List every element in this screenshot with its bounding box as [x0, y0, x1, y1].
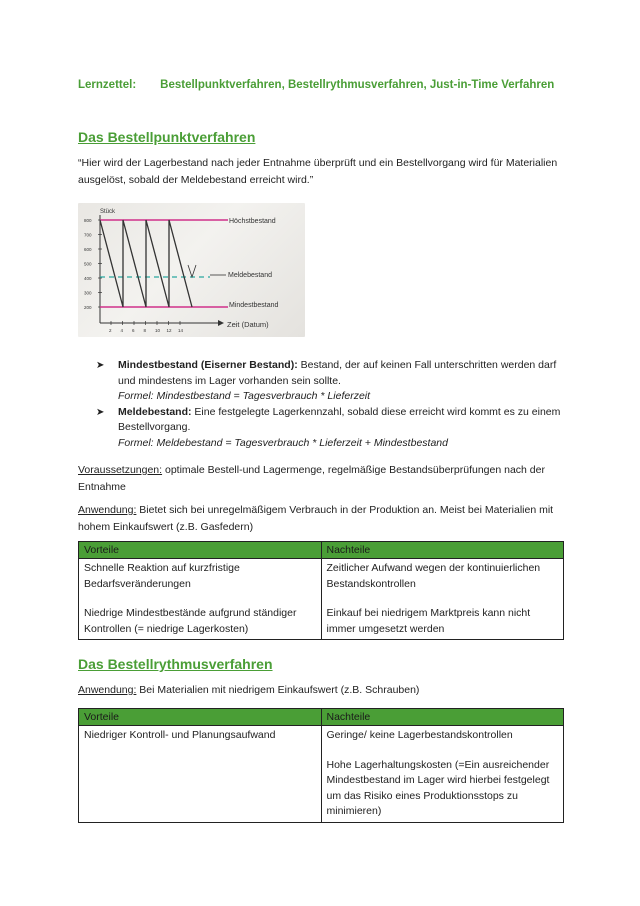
section-title-bestellpunkt: Das Bestellpunktverfahren [78, 129, 256, 145]
melde-down-arrow [188, 265, 196, 277]
y-tick-label: 700 [84, 232, 92, 238]
bullet-arrow-icon: ➤ [96, 360, 105, 371]
vorteil-1: Schnelle Reaktion auf kurzfristige Bedarfsveränderungen [84, 562, 240, 590]
term-meldebestand: Meldebestand: [118, 405, 192, 418]
header-nachteile: Nachteile [321, 542, 564, 559]
formula-meldebestand: Formel: Meldebestand = Tagesverbrauch * Lieferzeit + Mindestbestand [118, 436, 448, 449]
table-cell-vorteile [79, 559, 322, 640]
stock-level-curve [100, 220, 192, 307]
voraussetzungen-label: Voraussetzungen: [78, 464, 163, 476]
anwendung-label-2: Anwendung: [78, 684, 137, 696]
header-vorteile: Vorteile [79, 709, 322, 726]
comparison-table-bestellrythmus [78, 708, 564, 823]
x-tick-label: 4 [120, 328, 124, 333]
x-axis-arrow [218, 320, 224, 326]
document-header [78, 79, 554, 91]
hoechstbestand-label: Höchstbestand [229, 218, 276, 225]
x-tick-label: 8 [143, 328, 147, 333]
table-cell-nachteile [321, 559, 564, 640]
vorteil-1: Niedriger Kontroll- und Planungsaufwand [84, 729, 276, 741]
y-ticks [84, 218, 102, 310]
y-tick-label: 200 [84, 305, 92, 310]
text-meldebestand: Eine festgelegte Lagerkennzahl, sobald diese erreicht wird kommt es zu einem Bestellvorgang. [118, 405, 561, 433]
anwendung-text-1: Bietet sich bei unregelmäßigem Verbrauch in der Produktion an. Meist bei Materialien mit hohem Einkaufswert (z.B. Gasfedern) [78, 504, 554, 533]
mindestbestand-label: Mindestbestand [229, 302, 279, 309]
stock-chart-photo [78, 203, 305, 337]
anwendung-label-1: Anwendung: [78, 504, 137, 516]
table-header-row [79, 542, 564, 559]
table-cell-nachteile [321, 726, 564, 823]
voraussetzungen-paragraph [78, 462, 564, 496]
definition-quote: “Hier wird der Lagerbestand nach jeder Entnahme überprüft und ein Bestellvorgang wird für Materialien ausgelöst, sobald der Meldebestand erreicht wird.” [78, 157, 558, 186]
chart-xlabel: Zeit (Datum) [227, 320, 269, 329]
x-tick-label: 10 [155, 328, 161, 333]
anwendung-paragraph-1 [78, 502, 564, 536]
y-tick-label: 600 [84, 247, 92, 252]
header-label: Lernzettel: [78, 79, 137, 91]
chart-ylabel: Stück [100, 209, 116, 215]
table-cell-vorteile [79, 726, 322, 823]
comparison-table-bestellpunkt [78, 541, 564, 640]
x-tick-label: 12 [166, 328, 172, 333]
nachteil-1: Zeitlicher Aufwand wegen der kontinuierlichen Bestandskontrollen [326, 562, 541, 590]
nachteil-2: Hohe Lagerhaltungskosten (=Ein ausreichender Mindestbestand im Lager wird hierbei festgelegt um das Risiko eines Produktionsstops zu minimieren) [326, 758, 550, 817]
bullet-arrow-icon: ➤ [96, 406, 105, 418]
table-header-row [79, 709, 564, 726]
meldebestand-label: Meldebestand [228, 272, 272, 279]
y-tick-label: 500 [84, 261, 92, 267]
y-tick-label: 400 [84, 276, 92, 281]
nachteil-2: Einkauf bei niedrigem Marktpreis kann nicht immer umgesetzt werden [326, 607, 531, 635]
section-title-bestellrythmus: Das Bestellrythmusverfahren [78, 656, 273, 672]
nachteil-1: Geringe/ keine Lagerbestandskontrollen [326, 729, 513, 741]
y-tick-label: 800 [84, 218, 92, 223]
x-tick-label: 2 [109, 328, 112, 333]
x-tick-label: 6 [132, 328, 135, 333]
formula-mindestbestand: Formel: Mindestbestand = Tagesverbrauch * Lieferzeit [118, 390, 371, 402]
header-subjects: Bestellpunktverfahren, Bestellrythmusverfahren, Just-in-Time Verfahren [160, 79, 555, 91]
stock-chart [78, 203, 305, 337]
y-tick-label: 300 [84, 290, 92, 296]
definition-list [96, 358, 566, 451]
bullet-meldebestand [96, 405, 566, 452]
header-vorteile: Vorteile [79, 542, 322, 559]
bullet-mindestbestand [96, 358, 566, 405]
vorteil-2: Niedrige Mindestbestände aufgrund ständiger Kontrollen (= niedrige Lagerkosten) [84, 607, 297, 635]
term-mindestbestand: Mindestbestand (Eiserner Bestand): [118, 359, 298, 371]
header-nachteile: Nachteile [321, 709, 564, 726]
voraussetzungen-text: optimale Bestell-und Lagermenge, regelmäßige Bestandsüberprüfungen nach der Entnahme [78, 464, 545, 493]
anwendung-text-2: Bei Materialien mit niedrigem Einkaufswert (z.B. Schrauben) [136, 684, 420, 696]
table-row [79, 559, 564, 640]
table-row [79, 726, 564, 823]
text-mindestbestand: Bestand, der auf keinen Fall unterschritten werden darf und mindestens im Lager vorhanden sein sollte. [118, 359, 557, 387]
x-tick-label: 14 [178, 328, 184, 333]
anwendung-paragraph-2 [78, 682, 564, 699]
